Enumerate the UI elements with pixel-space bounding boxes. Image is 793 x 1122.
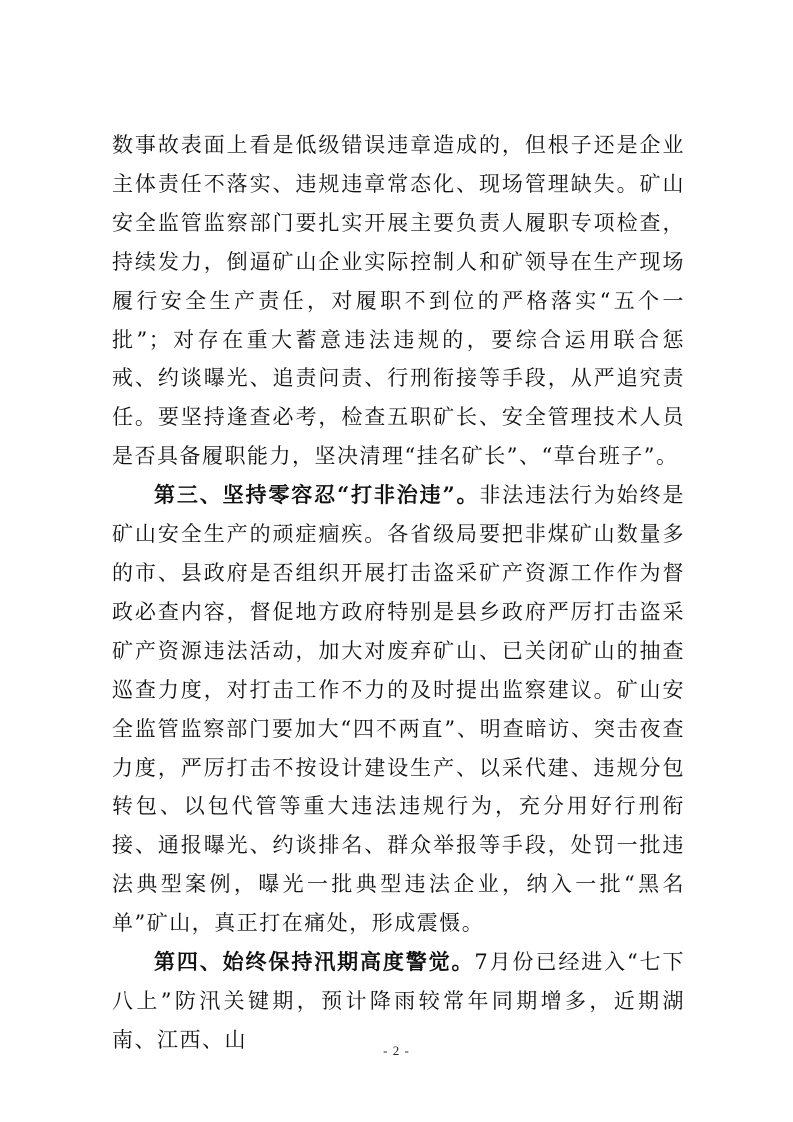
page-number: - 2 - xyxy=(383,1043,410,1058)
paragraph-3-text: 7月份已经进入“七下八上”防汛关键期，预计降雨较常年同期增多，近期湖南、江西、山 xyxy=(112,950,685,1052)
body-text xyxy=(112,126,685,1060)
paragraph-1-text: 数事故表面上看是低级错误违章造成的，但根子还是企业主体责任不落实、违规违章常态化、现场管理缺失。矿山安全监管监察部门要扎实开展主要负责人履职专项检查，持续发力，倒逼矿山企业实际控制人和矿领导在生产现场履行安全生产责任，对履职不到位的严格落实“五个一批”；对存在重大蓄意违法违规的，要综合运用联合惩戒、约谈曝光、追责问责、行刑衔接等手段，从严追究责任。要坚持逢查必考，检查五职矿长、安全管理技术人员是否具备履职能力，坚决清理“挂名矿长”、“草台班子”。 xyxy=(112,133,685,469)
paragraph-2-heading: 第三、坚持零容忍“打非治违”。 xyxy=(154,482,480,508)
paragraph-3-heading: 第四、始终保持汛期高度警觉。 xyxy=(154,949,475,975)
paragraph-2 xyxy=(112,476,685,943)
paragraph-2-text: 非法违法行为始终是矿山安全生产的顽症痼疾。各省级局要把非煤矿山数量多的市、县政府是否组织开展打击盗采矿产资源工作作为督政必查内容，督促地方政府特别是县乡政府严厉打击盗采矿产资源违法活动，加大对废弃矿山、已关闭矿山的抽查巡查力度，对打击工作不力的及时提出监察建议。矿山安全监管监察部门要加大“四不两直”、明查暗访、突击夜查力度，严厉打击不按设计建设生产、以采代建、违规分包转包、以包代管等重大违法违规行为，充分用好行刑衔接、通报曝光、约谈排名、群众举报等手段，处罚一批违法典型案例，曝光一批典型违法企业，纳入一批“黑名单”矿山，真正打在痛处，形成震慑。 xyxy=(112,483,685,936)
paragraph-1 xyxy=(112,126,685,476)
